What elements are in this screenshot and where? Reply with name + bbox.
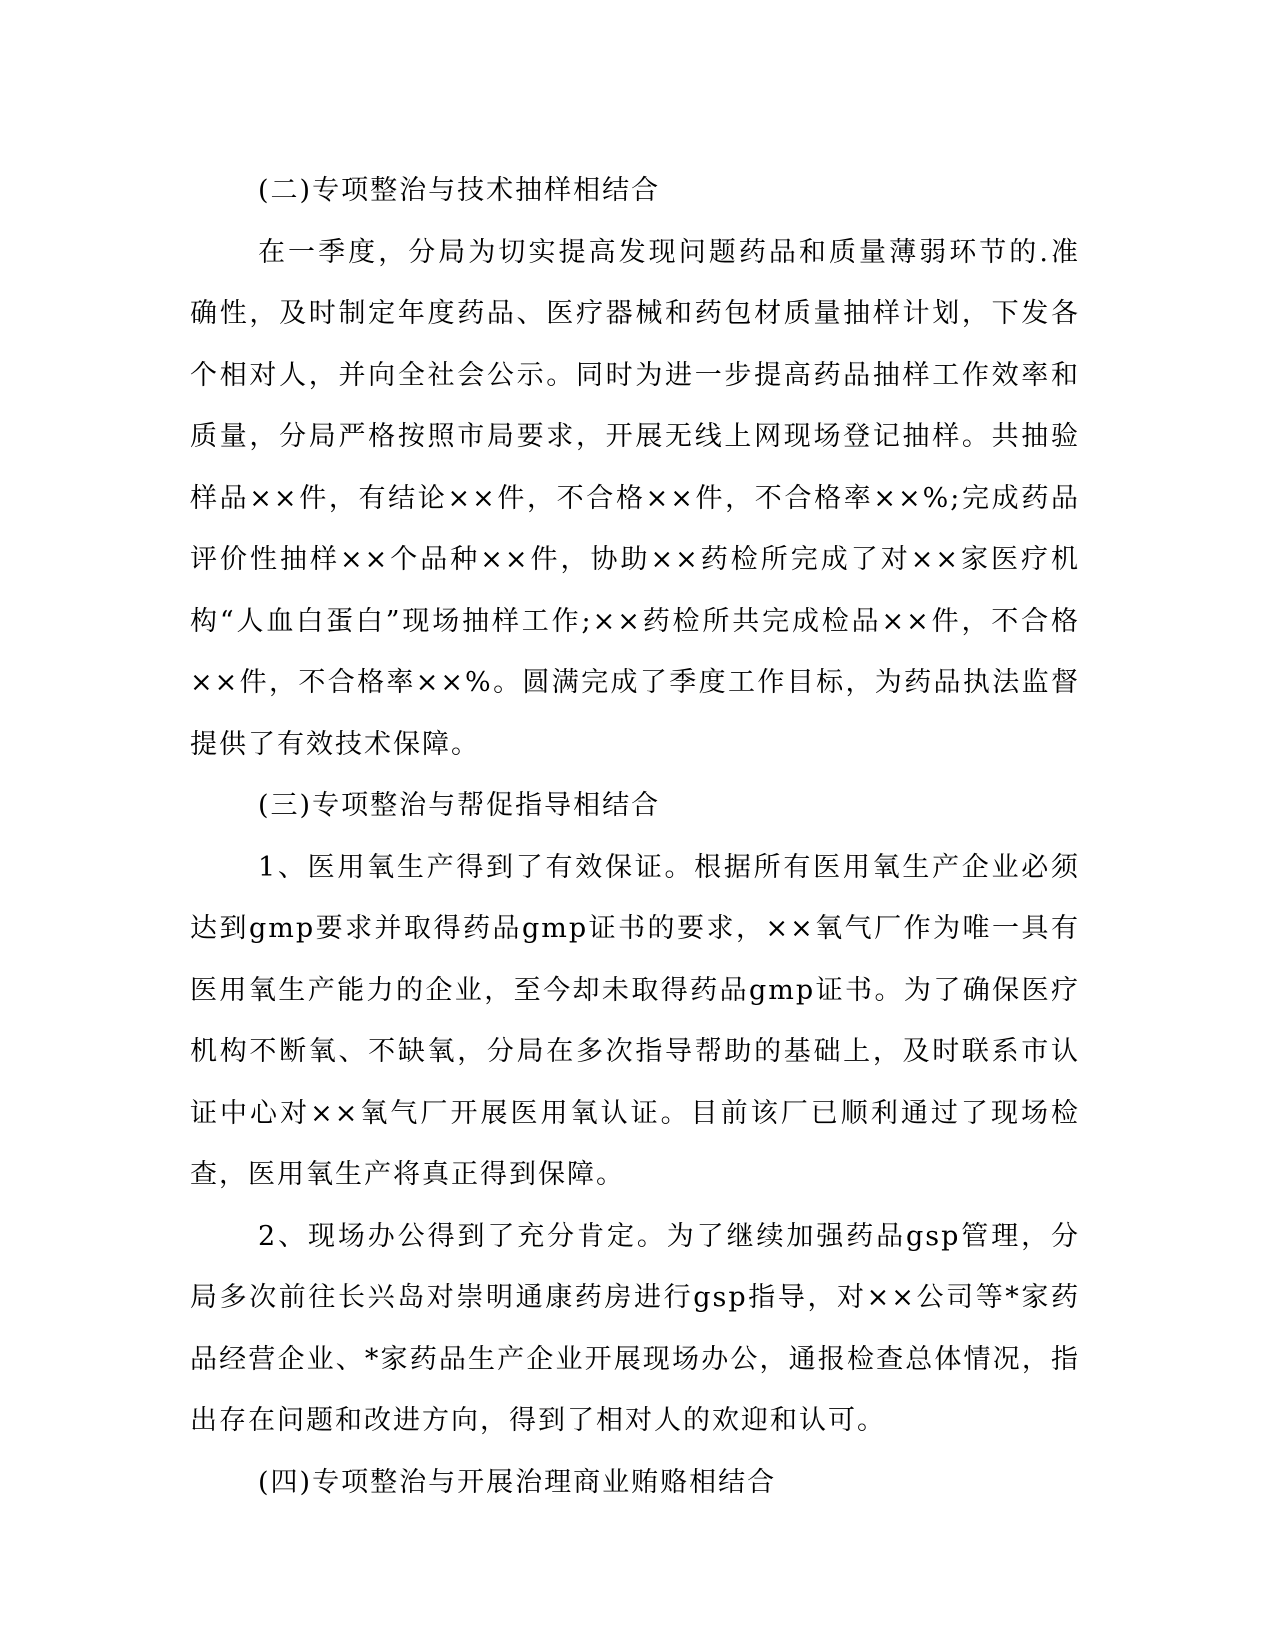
paragraph-onsite-office: 2、现场办公得到了充分肯定。为了继续加强药品gsp管理，分局多次前往长兴岛对崇明通康药房进行gsp指导，对××公司等*家药品经营企业、*家药品生产企业开展现场办公，通报检查总体情况，指出存在问题和改进方向，得到了相对人的欢迎和认可。 [190,1220,1080,1436]
section-heading-3: (三)专项整治与帮促指导相结合 [258,790,661,821]
paragraph-sampling: 在一季度，分局为切实提高发现问题药品和质量薄弱环节的.准确性，及时制定年度药品、医疗器械和药包材质量抽样计划，下发各个相对人，并向全社会公示。同时为进一步提高药品抽样工作效率和质量，分局严格按照市局要求，开展无线上网现场登记抽样。共抽验样品××件，有结论××件，不合格××件，不合格率××%;完成药品评价性抽样××个品种××件，协助××药检所完成了对××家医疗机构“人血白蛋白”现场抽样工作;××药检所共完成检品××件，不合格××件，不合格率××%。圆满完成了季度工作目标，为药品执法监督提供了有效技术保障。 [190,236,1080,760]
document-body [190,160,1080,1513]
section-heading-2: (二)专项整治与技术抽样相结合 [258,175,661,206]
paragraph-medical-oxygen: 1、医用氧生产得到了有效保证。根据所有医用氧生产企业必须达到gmp要求并取得药品gmp证书的要求，××氧气厂作为唯一具有医用氧生产能力的企业，至今却未取得药品gmp证书。为了确保医疗机构不断氧、不缺氧，分局在多次指导帮助的基础上，及时联系市认证中心对××氧气厂开展医用氧认证。目前该厂已顺利通过了现场检查，医用氧生产将真正得到保障。 [190,851,1080,1190]
section-heading-4: (四)专项整治与开展治理商业贿赂相结合 [258,1466,777,1498]
